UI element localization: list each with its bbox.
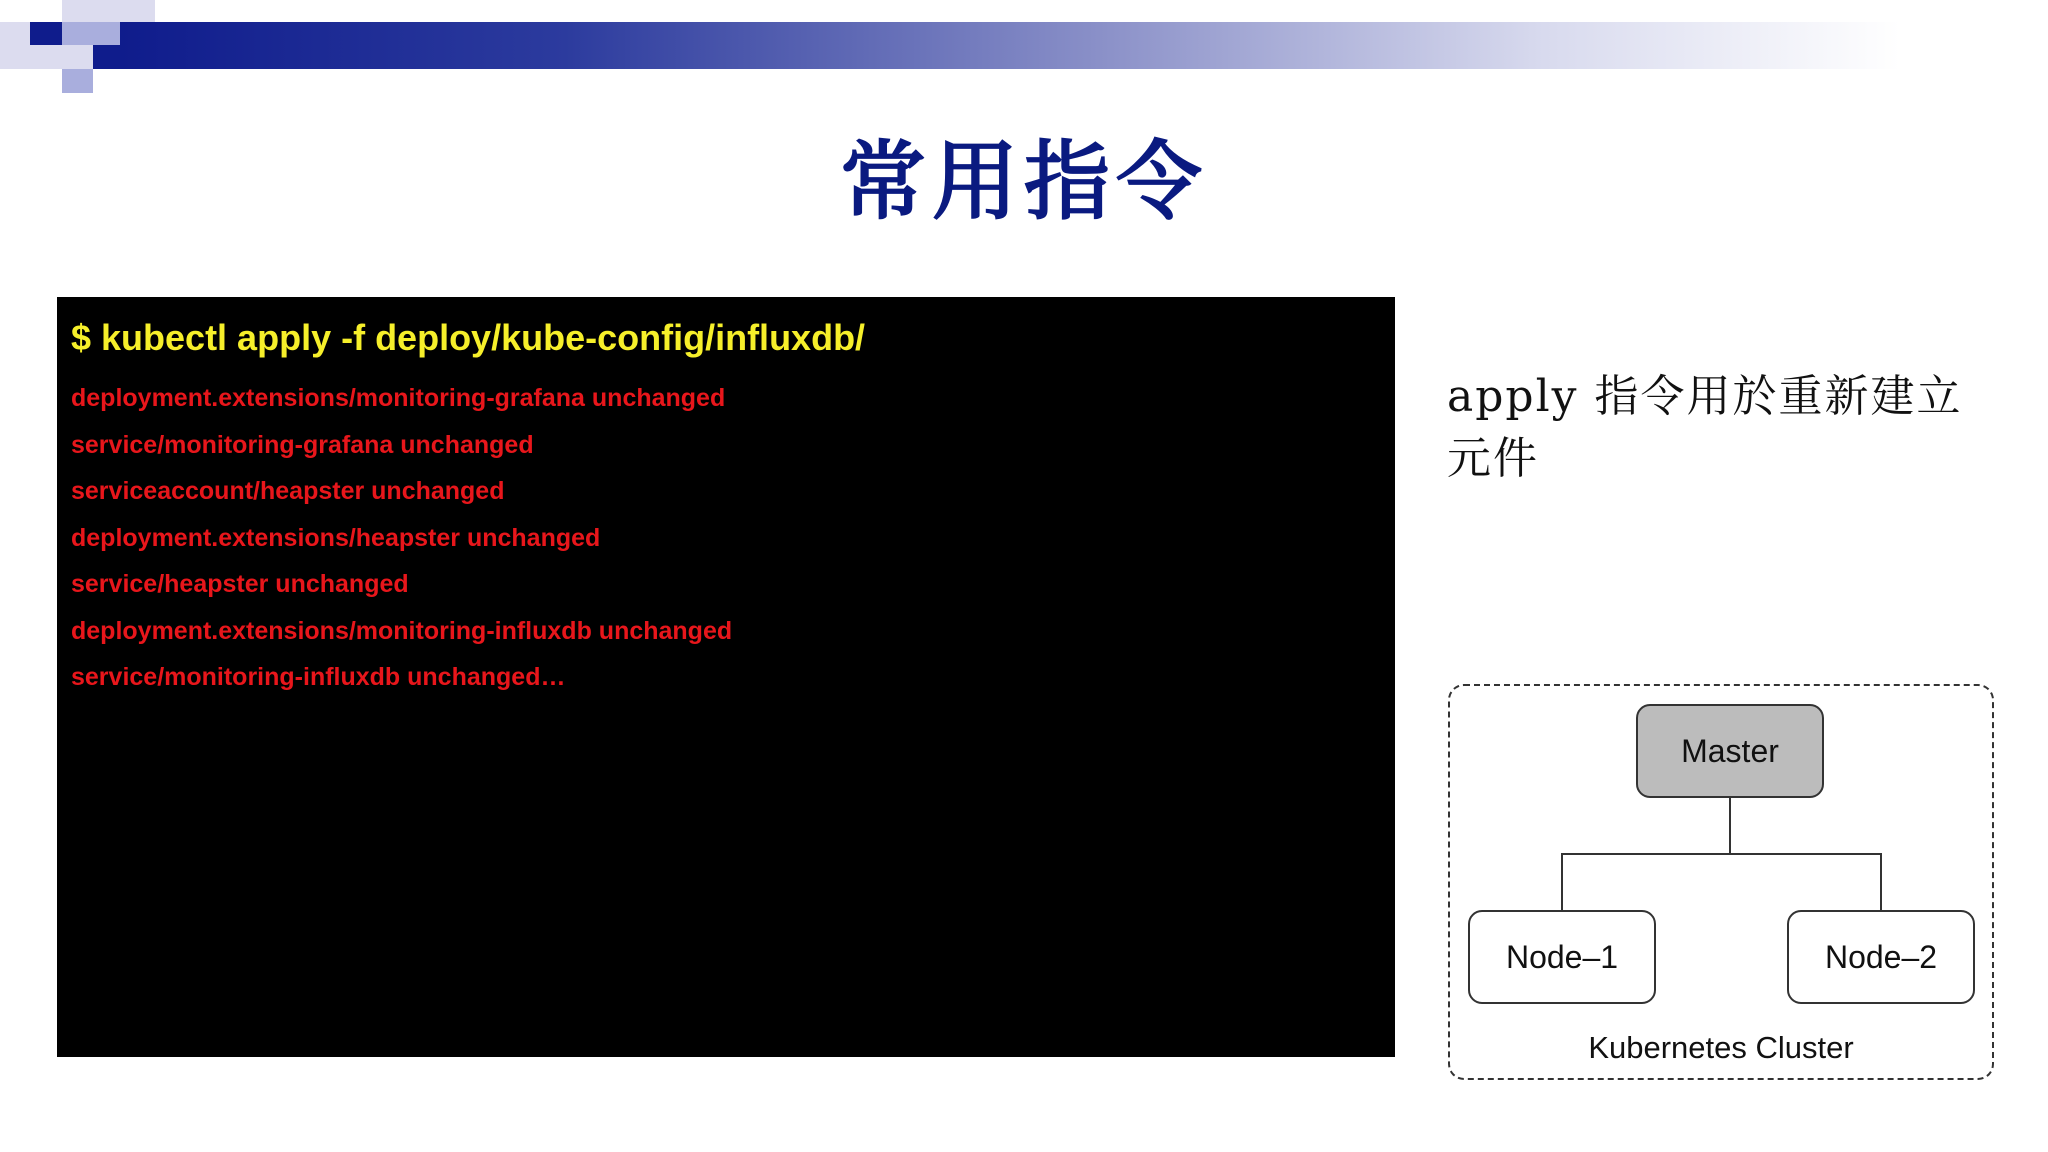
description-text: apply 指令用於重新建立元件 bbox=[1447, 371, 1963, 484]
terminal-window bbox=[57, 297, 1395, 1057]
header-decoration-square bbox=[62, 0, 93, 22]
header-decoration-square bbox=[62, 45, 93, 69]
terminal-output-line: deployment.extensions/heapster unchanged bbox=[71, 523, 601, 552]
header-decoration-square bbox=[0, 22, 30, 45]
terminal-output-line: service/monitoring-influxdb unchanged… bbox=[71, 663, 566, 691]
master-node-label: Master bbox=[1681, 732, 1779, 769]
header-decoration-square bbox=[93, 0, 155, 22]
header-decoration-square bbox=[62, 69, 93, 93]
connector-line bbox=[1561, 853, 1563, 910]
header-decoration-square bbox=[62, 22, 93, 45]
header-decoration-square bbox=[0, 45, 62, 69]
worker-node-1-label: Node–1 bbox=[1505, 938, 1619, 975]
worker-node-2-label: Node–2 bbox=[1824, 938, 1938, 975]
header-gradient-bar bbox=[120, 22, 1900, 69]
terminal-output-line: deployment.extensions/monitoring-influxdb unchanged bbox=[71, 616, 733, 645]
terminal-output-line: serviceaccount/heapster unchanged bbox=[71, 477, 505, 505]
terminal-output-line: service/heapster unchanged bbox=[71, 570, 409, 598]
connector-line bbox=[1729, 798, 1731, 854]
master-node bbox=[1636, 704, 1824, 798]
worker-node-2 bbox=[1787, 910, 1975, 1004]
cluster-label: Kubernetes Cluster bbox=[1588, 1030, 1854, 1065]
connector-line bbox=[1561, 853, 1882, 855]
terminal-command: $ kubectl apply -f deploy/kube-config/influxdb/ bbox=[71, 317, 866, 358]
terminal-output bbox=[71, 383, 732, 709]
slide-title: 常用指令 bbox=[840, 131, 1208, 232]
terminal-output-line: service/monitoring-grafana unchanged bbox=[71, 430, 534, 459]
connector-line bbox=[1880, 853, 1882, 910]
terminal-output-line: deployment.extensions/monitoring-grafana unchanged bbox=[71, 384, 726, 412]
header-decoration-square bbox=[30, 22, 62, 45]
worker-node-1 bbox=[1468, 910, 1656, 1004]
